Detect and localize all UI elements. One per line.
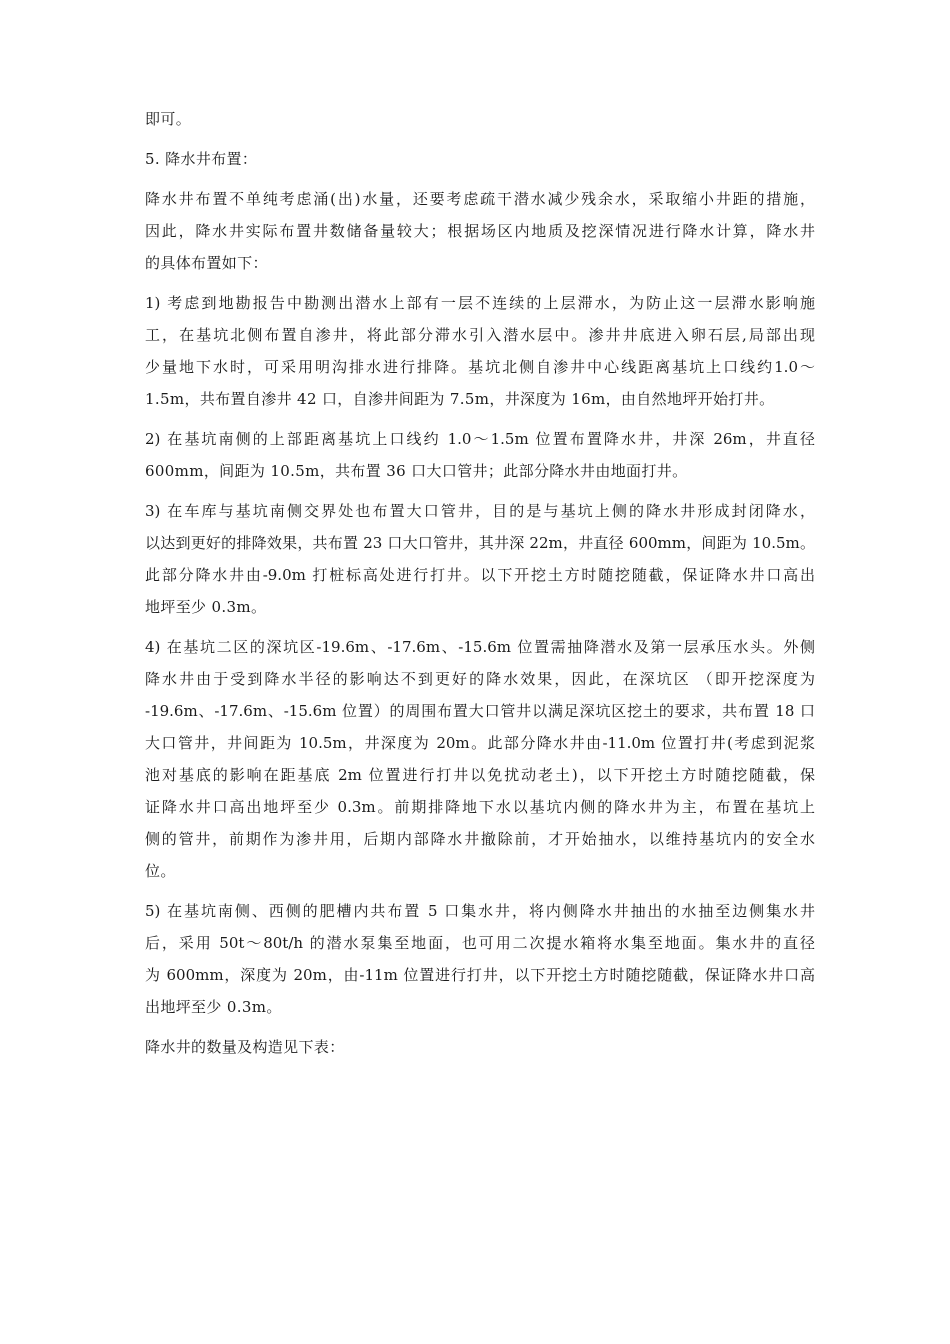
paragraph-spacer <box>145 175 815 183</box>
text-line: 降水井由于受到降水半径的影响达不到更好的降水效果，因此，在深坑区 （即开挖深度为 <box>145 670 815 688</box>
text-line: 地坪至少 0.3m。 <box>145 598 267 616</box>
text-line: 因此，降水井实际布置井数储备量较大；根据场区内地质及挖深情况进行降水计算，降水井 <box>145 222 815 240</box>
text-line: 5) 在基坑南侧、西侧的肥槽内共布置 5 口集水井，将内侧降水井抽出的水抽至边侧集水井 <box>145 902 815 920</box>
text-line: 1.5m，共布置自渗井 42 口，自渗井间距为 7.5m，井深度为 16m，由自然地坪开始打井。 <box>145 390 775 408</box>
paragraph-spacer <box>145 415 815 423</box>
text-line: 位。 <box>145 862 176 880</box>
document-body <box>145 103 815 1063</box>
text-line: 5. 降水井布置： <box>145 150 258 168</box>
text-line: 降水井布置不单纯考虑涌(出)水量，还要考虑疏干潜水减少残余水，采取缩小井距的措施， <box>145 190 815 208</box>
paragraph-spacer <box>145 135 815 143</box>
text-line: 为 600mm，深度为 20m，由-11m 位置进行打井，以下开挖土方时随挖随截，保证降水井口高 <box>145 966 815 984</box>
text-line: 4) 在基坑二区的深坑区-19.6m、-17.6m、-15.6m 位置需抽降潜水及第一层承压水头。外侧 <box>145 638 815 656</box>
text-line: 2) 在基坑南侧的上部距离基坑上口线约 1.0～1.5m 位置布置降水井，井深 26m，井直径 <box>145 430 815 448</box>
text-line: 降水井的数量及构造见下表： <box>145 1038 345 1056</box>
text-line: 工，在基坑北侧布置自渗井，将此部分滞水引入潜水层中。渗井井底进入卵石层,局部出现 <box>145 326 815 344</box>
paragraph-spacer <box>145 623 815 631</box>
text-line: 的具体布置如下： <box>145 254 268 272</box>
text-line: 少量地下水时，可采用明沟排水进行排降。基坑北侧自渗井中心线距离基坑上口线约1.0～ <box>145 358 815 376</box>
paragraph-spacer <box>145 1023 815 1031</box>
text-line: 即可。 <box>145 110 192 128</box>
paragraph-spacer <box>145 487 815 495</box>
text-line: 3) 在车库与基坑南侧交界处也布置大口管井，目的是与基坑上侧的降水井形成封闭降水， <box>145 502 815 520</box>
text-line: 证降水井口高出地坪至少 0.3m。前期排降地下水以基坑内侧的降水井为主，布置在基坑上 <box>145 798 815 816</box>
text-line: 大口管井，井间距为 10.5m，井深度为 20m。此部分降水井由-11.0m 位置打井(考虑到泥浆 <box>145 734 815 752</box>
text-line: 侧的管井，前期作为渗井用，后期内部降水井撤除前，才开始抽水，以维持基坑内的安全水 <box>145 830 815 848</box>
text-line: 1) 考虑到地勘报告中勘测出潜水上部有一层不连续的上层滞水，为防止这一层滞水影响施 <box>145 294 815 312</box>
text-line: 出地坪至少 0.3m。 <box>145 998 282 1016</box>
text-line: 池对基底的影响在距基底 2m 位置进行打井以免扰动老土)，以下开挖土方时随挖随截，保 <box>145 766 815 784</box>
paragraph-spacer <box>145 279 815 287</box>
text-line: 600mm，间距为 10.5m，共布置 36 口大口管井；此部分降水井由地面打井。 <box>145 462 688 480</box>
text-line: -19.6m、-17.6m、-15.6m 位置）的周围布置大口管井以满足深坑区挖土的要求，共布置 18 口 <box>145 702 815 720</box>
text-line: 以达到更好的排降效果，共布置 23 口大口管井，其井深 22m，井直径 600mm，间距为 10.5m。 <box>145 534 815 552</box>
paragraph-spacer <box>145 887 815 895</box>
text-line: 后，采用 50t～80t/h 的潜水泵集至地面，也可用二次提水箱将水集至地面。集水井的直径 <box>145 934 815 952</box>
text-line: 此部分降水井由-9.0m 打桩标高处进行打井。以下开挖土方时随挖随截，保证降水井口高出 <box>145 566 815 584</box>
